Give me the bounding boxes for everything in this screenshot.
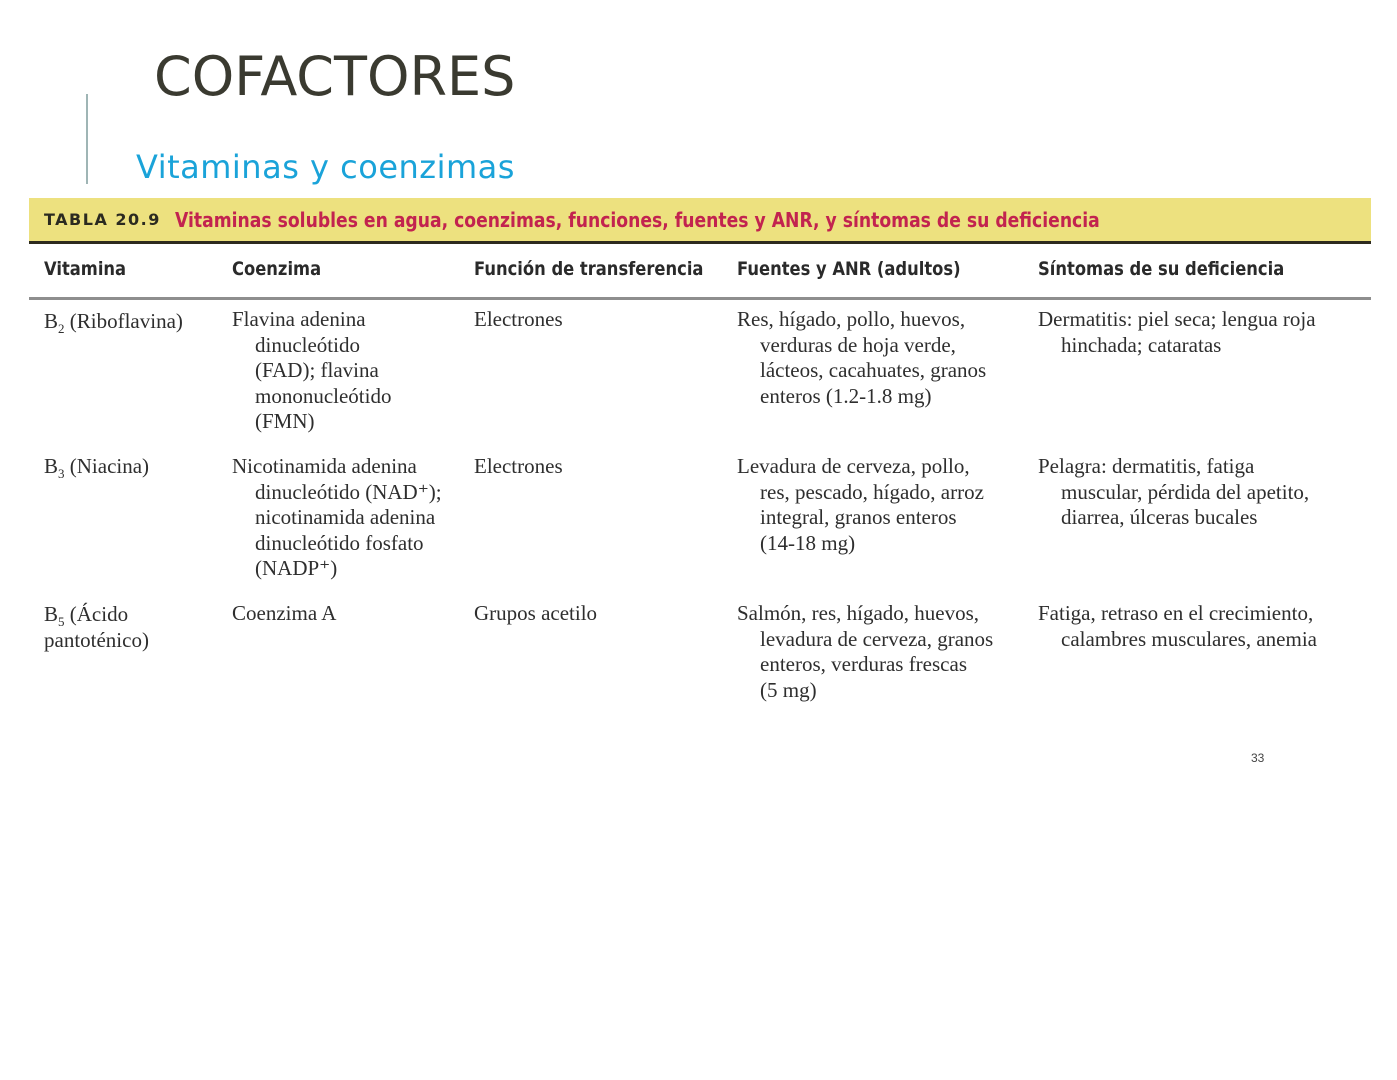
column-header-vitamina: Vitamina [44,258,127,280]
symptoms-line: hinchada; cataratas [1061,332,1222,357]
slide-title: COFACTORES [154,45,516,108]
function-cell: Electrones [474,454,563,478]
symptoms-line: calambres musculares, anemia [1061,626,1317,651]
coenzyme-cell [232,601,336,627]
coenzyme-line: Flavina adenina [232,307,366,331]
symptoms-line: Fatiga, retraso en el crecimiento, [1038,601,1314,625]
coenzyme-line: mononucleótido [255,383,392,408]
sources-line: Levadura de cerveza, pollo, [737,454,970,478]
column-header-sintomas: Síntomas de su deficiencia [1038,258,1285,280]
sources-cell [737,307,986,409]
sources-cell [737,454,984,556]
symptoms-line: muscular, pérdida del apetito, [1061,479,1310,504]
coenzyme-line: nicotinamida adenina [255,505,436,529]
coenzyme-line: Coenzima A [232,601,337,625]
coenzyme-line: dinucleótido (NAD⁺); [255,479,442,504]
function-cell: Electrones [474,307,563,331]
symptoms-line: Dermatitis: piel seca; lengua roja [1038,307,1316,331]
coenzyme-line: (FAD); flavina [255,358,379,382]
vitamin-cell [44,309,183,335]
sources-line: res, pescado, hígado, arroz [760,479,984,504]
vitamin-name: $B_2$ (Riboflavina) [44,309,183,337]
symptoms-cell [1038,454,1309,531]
coenzyme-line: (FMN) [255,409,315,433]
sources-line: Salmón, res, hígado, huevos, [737,601,980,625]
symptoms-cell [1038,307,1316,358]
column-header-funcion: Función de transferencia [474,258,704,280]
table-number: TABLA 20.9 [44,210,161,229]
sources-cell [737,601,993,703]
sources-line: lácteos, cacahuates, granos [760,358,987,382]
coenzyme-line: dinucleótido fosfato [255,530,424,555]
coenzyme-cell [232,454,442,582]
sources-line: enteros (1.2-1.8 mg) [760,383,932,408]
table-header-row [29,244,1371,300]
sources-line: Res, hígado, pollo, huevos, [737,307,966,331]
sources-line: (14-18 mg) [760,530,856,555]
symptoms-line: diarrea, úlceras bucales [1061,505,1258,529]
sources-line: levadura de cerveza, granos [760,626,994,651]
vitamin-cell [44,454,149,480]
accent-divider [86,94,88,184]
symptoms-line: Pelagra: dermatitis, fatiga [1038,454,1255,478]
coenzyme-line: (NADP⁺) [255,556,338,580]
symptoms-cell [1038,601,1317,652]
slide-subtitle: Vitaminas y coenzimas [136,148,515,186]
coenzyme-cell [232,307,391,435]
coenzyme-line: dinucleótido [255,332,360,357]
page-number: 33 [1251,751,1265,765]
vitamin-name: $B_5$ (Ácido [44,602,129,630]
sources-line: verduras de hoja verde, [760,332,956,357]
table-caption: Vitaminas solubles en agua, coenzimas, funciones, fuentes y ANR, y síntomas de su deficiencia [174,207,1100,232]
coenzyme-line: Nicotinamida adenina [232,454,417,478]
vitamin-cell [44,602,149,653]
vitamin-name-line2: pantoténico) [44,627,149,652]
table-banner [29,198,1371,244]
vitamin-name: $B_3$ (Niacina) [44,454,150,482]
column-header-fuentes: Fuentes y ANR (adultos) [737,258,961,280]
sources-line: integral, granos enteros [760,505,957,529]
sources-line: enteros, verduras frescas [760,652,967,676]
function-cell: Grupos acetilo [474,601,598,625]
sources-line: (5 mg) [760,677,817,702]
column-header-coenzima: Coenzima [232,258,322,280]
